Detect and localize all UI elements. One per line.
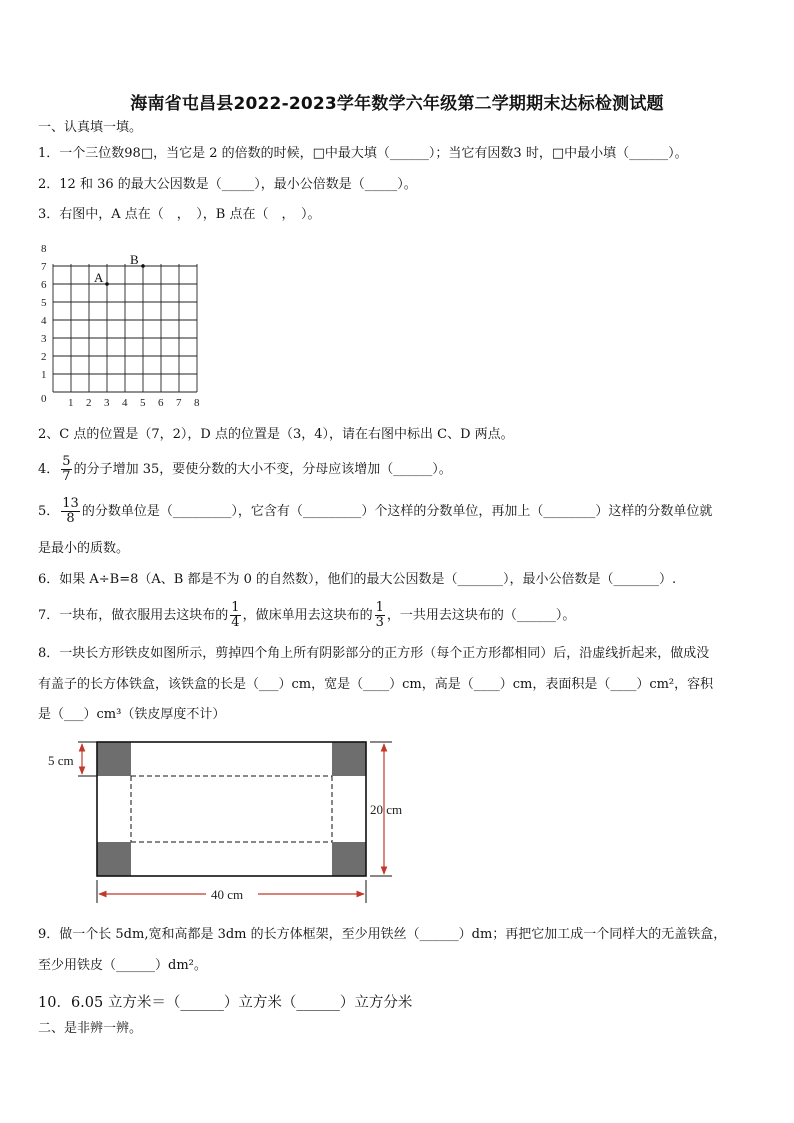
- sheet-metal-svg: [40, 733, 420, 908]
- x-tick-label: 4: [122, 397, 128, 409]
- question-8-line-1: 8．一块长方形铁皮如图所示，剪掉四个角上所有阴影部分的正方形（每个正方形都相同）后，沿虚线折起来，做成没: [38, 646, 710, 661]
- x-tick-label: 6: [158, 397, 164, 409]
- question-2: 2．12 和 36 的最大公因数是（_____），最小公倍数是（_____）。: [38, 177, 417, 192]
- question-9-line-2: 至少用铁皮（______）dm²。: [38, 958, 207, 973]
- fraction-1-3: [375, 601, 385, 630]
- question-5-number: 5．: [38, 504, 60, 519]
- fraction-denominator: 8: [66, 511, 75, 526]
- x-tick-label: 8: [194, 397, 200, 409]
- y-tick-label: 1: [41, 369, 47, 381]
- x-tick-label: 2: [86, 397, 92, 409]
- fraction-denominator: 4: [231, 615, 240, 630]
- coordinate-grid-svg: [36, 238, 211, 413]
- question-7-text-b: ，做床单用去这块布的: [242, 608, 373, 623]
- height-label: 20 cm: [370, 802, 403, 817]
- fraction-denominator: 7: [62, 469, 71, 484]
- question-8-line-3: 是（___）cm³（铁皮厚度不计）: [38, 707, 226, 722]
- x-tick-label: 7: [176, 397, 182, 409]
- point-a: [105, 282, 109, 286]
- fraction-numerator: 1: [231, 600, 240, 615]
- question-6: 6．如果 A÷B=8（A、B 都是不为 0 的自然数），他们的最大公因数是（_______），最小公倍数是（_______）.: [38, 572, 677, 587]
- x-tick-label: 5: [140, 397, 146, 409]
- question-9-line-1: 9．做一个长 5dm,宽和高都是 3dm 的长方体框架，至少用铁丝（______）dm；再把它加工成一个同样大的无盖铁盒，: [38, 927, 727, 942]
- y-tick-label: 0: [41, 393, 47, 405]
- question-4-number: 4．: [38, 462, 60, 477]
- fraction-numerator: 13: [62, 496, 79, 511]
- sheet-outline: [97, 742, 366, 876]
- question-4: [38, 455, 758, 485]
- fraction-5-7: [61, 455, 71, 484]
- point-label-b: B: [130, 252, 139, 267]
- corner-square-top-right: [332, 742, 366, 776]
- x-tick-label: 3: [104, 397, 110, 409]
- question-7-text-a: 7．一块布，做衣服用去这块布的: [38, 608, 229, 623]
- question-5-continued: 是最小的质数。: [38, 541, 130, 556]
- question-10: 10．6.05 立方米＝（______）立方米（______）立方分米: [38, 995, 413, 1011]
- corner-square-bottom-left: [97, 842, 131, 876]
- x-tick-label: 1: [68, 397, 74, 409]
- section-heading-true-false: 二、是非辨一辨。: [38, 1021, 143, 1036]
- fraction-numerator: 1: [375, 600, 384, 615]
- question-4-text: 的分子增加 35，要使分数的大小不变，分母应该增加（______）。: [73, 462, 452, 477]
- width-label: 40 cm: [211, 887, 244, 902]
- question-7: [38, 601, 758, 631]
- question-7-text-c: ，一共用去这块布的（______）。: [386, 608, 576, 623]
- question-3: 3．右图中，A 点在（ ， ），B 点在（ ， ）。: [38, 207, 321, 222]
- y-tick-label: 2: [41, 351, 47, 363]
- coordinate-grid: [36, 238, 211, 417]
- y-tick-label: 6: [41, 279, 47, 291]
- point-b: [141, 264, 145, 268]
- page-title: 海南省屯昌县2022-2023学年数学六年级第二学期期末达标检测试题: [130, 94, 664, 114]
- y-tick-label: 3: [41, 333, 47, 345]
- fraction-denominator: 3: [375, 615, 384, 630]
- sheet-metal-diagram: [40, 733, 420, 912]
- point-label-a: A: [94, 270, 104, 285]
- corner-square-bottom-right: [332, 842, 366, 876]
- question-2b: 2、C 点的位置是（7，2），D 点的位置是（3，4），请在右图中标出 C、D 两点。: [38, 427, 514, 442]
- y-tick-label: 7: [41, 261, 47, 273]
- question-1: 1．一个三位数98□，当它是 2 的倍数的时候，□中最大填（______）；当它有因数3 时，□中最小填（______）。: [38, 146, 688, 161]
- corner-size-label: 5 cm: [48, 753, 74, 768]
- corner-square-top-left: [97, 742, 131, 776]
- question-8-line-2: 有盖子的长方体铁盒，该铁盒的长是（___）cm，宽是（____）cm，高是（____）cm，表面积是（____）cm²，容积: [38, 677, 714, 692]
- fraction-numerator: 5: [62, 454, 71, 469]
- y-tick-label: 5: [41, 297, 47, 309]
- section-heading-fill-in: 一、认真填一填。: [38, 120, 143, 135]
- question-5-text: 的分数单位是（_________），它含有（_________）个这样的分数单位，再加上（________）这样的分数单位就: [81, 504, 713, 519]
- y-tick-label: 8: [41, 243, 47, 255]
- question-5: [38, 497, 758, 527]
- fraction-1-4: [230, 601, 240, 630]
- fraction-13-8: [61, 497, 80, 526]
- y-tick-label: 4: [41, 315, 47, 327]
